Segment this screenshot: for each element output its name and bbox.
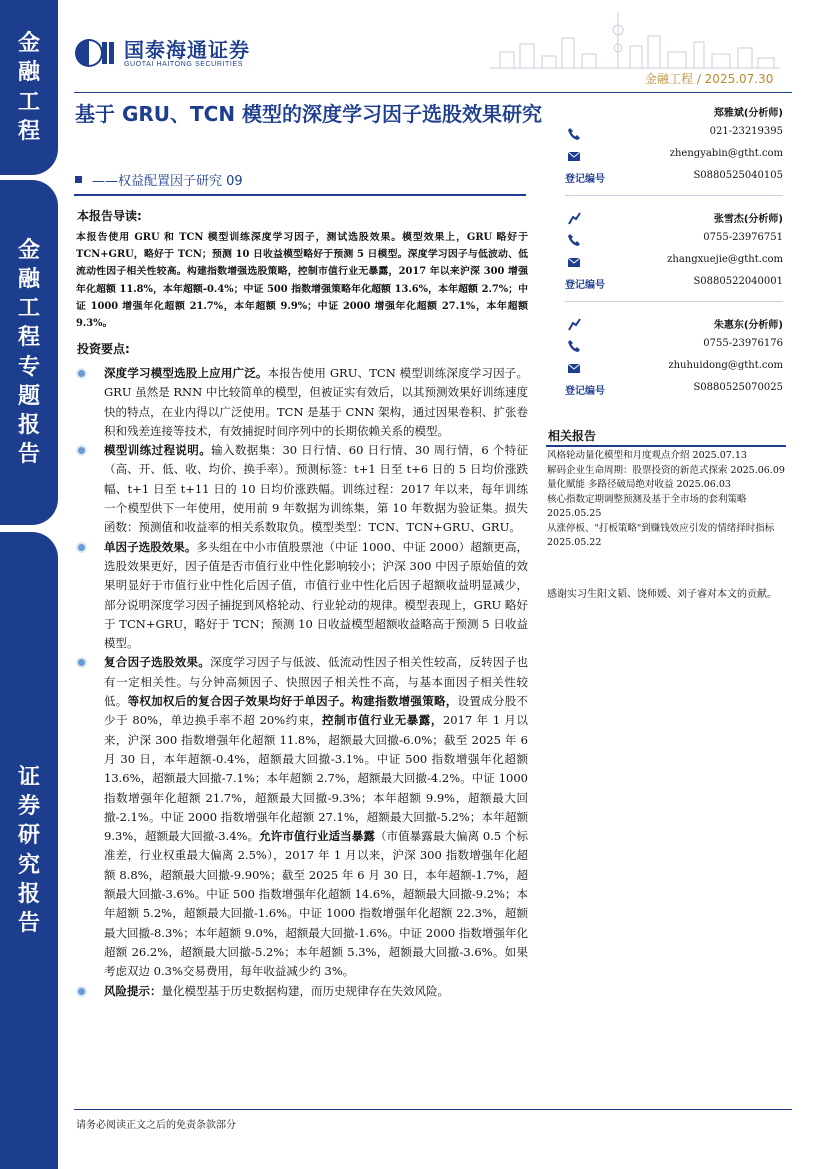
header-divider <box>74 92 792 93</box>
list-item: 单因子选股效果。多头组在中小市值股票池（中证 1000、中证 2000）超额更高，选股效果更好，因子值是否市值行业中性化影响较小；沪深 300 中因子原始值的效果明显好于市值行业中性化后因子值，市值行业中性化后因子超额收益明显减少，部分说明深度学习因子捕捉到风格轮动、行业轮动的规律。模型表现上，GRU 略好于 TCN+GRU，略好于 TCN；预测 10 日收益模型超额收益略高于预测 5 日收益模型。 <box>76 538 528 654</box>
related-reports-heading: 相关报告 <box>548 429 597 443</box>
list-item: 深度学习模型选股上应用广泛。本报告使用 GRU、TCN 模型训练深度学习因子。GRU 虽然是 RNN 中比较简单的模型，但被证实有效后，以其预测效果好训练速度快的特点，在业内得以广泛使用。TCN 是基于 CNN 架构，通过因果卷积、扩张卷积和残差连接等技术，有效捕捉时间序列中的长期依赖关系的模型。 <box>76 364 528 441</box>
analyst-name: 郑雅斌(分析师) <box>713 108 783 119</box>
sidebar-char: 金 <box>17 238 40 264</box>
sidebar-char: 金 <box>17 31 40 57</box>
phone-icon <box>567 233 581 247</box>
footer-divider <box>74 1109 792 1110</box>
investment-heading: 投资要点: <box>77 342 130 356</box>
bullet-icon <box>76 368 87 379</box>
sidebar-char: 研 <box>17 823 40 849</box>
analyst-phone: 0755-23976751 <box>703 232 783 243</box>
list-item: 模型训练过程说明。输入数据集：30 日行情、60 日行情、30 周行情，6 个特征（高、开、低、收、均价、换手率）。预测标签：t+1 日至 t+6 日的 5 日均价涨跌幅、t+1 日至 t+11 日的 10 日均价涨跌幅。训练过程：2017 年以来，每年训练一个模型供下一年使用，使用前 9 年数据为训练集，第 10 年数据为验证集。损失函数：预测值和收益率的相关系数取负。模型类型：TCN、TCN+GRU、GRU。 <box>76 441 528 537</box>
sidebar-category-label <box>0 0 58 175</box>
analyst-email[interactable]: zhengyabin@gtht.com <box>669 148 783 159</box>
sidebar-char: 程 <box>17 325 40 351</box>
email-icon <box>567 361 581 375</box>
registration-label: 登记编号 <box>565 174 605 185</box>
user-icon <box>567 211 581 225</box>
section-divider <box>74 194 526 196</box>
analyst-email[interactable]: zhuhuidong@gtht.com <box>668 360 783 371</box>
registration-label: 登记编号 <box>565 280 605 291</box>
header-category-date: 金融工程 / 2025.07.30 <box>645 72 774 86</box>
sidebar-char: 告 <box>17 441 40 467</box>
subtitle-text: ——权益配置因子研究 09 <box>92 174 243 189</box>
related-report-link[interactable]: 解码企业生命周期：股票投资的新范式探索 2025.06.09 <box>547 464 785 476</box>
analyst-phone: 021-23219395 <box>709 126 783 137</box>
bullet-icon <box>76 657 87 668</box>
bullet-icon <box>76 542 87 553</box>
report-subtitle <box>75 170 243 189</box>
related-report-link[interactable]: 风格轮动量化模型和月度观点介绍 2025.07.13 <box>547 450 747 461</box>
city-skyline-illustration <box>490 8 780 76</box>
list-item: 复合因子选股效果。深度学习因子与低波、低流动性因子相关性较高，反转因子也有一定相关性。与分钟高频因子、快照因子相关性不高，与基本面因子相关性较低。等权加权后的复合因子效果均好于单因子。构建指数增强策略，设置成分股不少于 80%，单边换手率不超 20%约束，控制市值行业无暴露，2017 年 1 月以来，沪深 300 指数增强年化超额 11.8%，超额最大回撤-6.0%；截至 2025 年 6 月 30 日，本年超额-0.4%，超额最大回撤-3.1%。中证 500 指数增强年化超额 13.6%，超额最大回撤-7.1%；本年超额 2.7%，超额最大回撤-4.2%。中证 1000 指数增强年化超额 21.7%，超额最大回撤-9.3%；本年超额 9.9%，超额最大回撤-2.1%。中证 2000 指数增强年化超额 27.1%，超额最大回撤-5.2%；本年超额 9.3%，超额最大回撤-3.4%。允许市值行业适当暴露（市值暴露最大偏离 0.5 个标准差，行业权重最大偏离 2.5%），2017 年 1 月以来，沪深 300 指数增强年化超额 8.8%，超额最大回撤-9.90%；截至 2025 年 6 月 30 日，本年超额-1.7%，超额最大回撤-3.6%。中证 500 指数增强年化超额 14.6%，超额最大回撤-9.2%；本年超额 5.2%，超额最大回撤-1.6%。中证 1000 指数增强年化超额 22.3%，超额最大回撤-8.3%；本年超额 9.0%，超额最大回撤-1.6%。中证 2000 指数增强年化超额 26.2%，超额最大回撤-5.2%；本年超额 5.3%，超额最大回撤-3.6%。如果考虑双边 0.3%交易费用，每年收益减少约 3%。 <box>76 653 528 981</box>
sidebar-research-label <box>0 532 58 1169</box>
registration-number: S0880525040105 <box>693 170 783 181</box>
report-guide-heading: 本报告导读: <box>77 209 142 223</box>
analyst-name: 张雪杰(分析师) <box>713 214 783 225</box>
user-icon <box>567 317 581 331</box>
sidebar-char: 告 <box>17 910 40 936</box>
left-sidebar <box>0 0 58 1169</box>
registration-number: S0880522040001 <box>693 276 783 287</box>
phone-icon <box>567 127 581 141</box>
sidebar-char: 报 <box>17 412 40 438</box>
sidebar-char: 程 <box>17 118 40 144</box>
sidebar-char: 工 <box>17 296 40 322</box>
analyst-email[interactable]: zhangxuejie@gtht.com <box>667 254 783 265</box>
report-guide-text: 本报告使用 GRU 和 TCN 模型训练深度学习因子，测试选股效果。模型效果上，GRU 略好于 TCN+GRU，略好于 TCN；预测 10 日收益模型略好于预测 5 日模型。深度学习因子与低波动、低流动性因子相关性较高。构建指数增强选股策略，控制市值行业无暴露，2017 年以来沪深 300 增强年化超额 11.8%，本年超额-0.4%；中证 500 指数增强策略年化超额 13.6%，本年超额 2.7%；中证 1000 增强年化超额 21.7%，本年超额 9.9%；中证 2000 增强年化超额 27.1%，本年超额 9.3%。 <box>76 232 528 330</box>
sidebar-char: 专 <box>17 354 40 380</box>
sidebar-char: 究 <box>17 852 40 878</box>
analyst-divider <box>565 301 783 302</box>
company-logo <box>74 38 250 68</box>
related-reports-list <box>547 449 787 551</box>
sidebar-char: 券 <box>17 794 40 820</box>
acknowledgement: 感谢实习生阳文韬、饶师媛、刘子睿对本文的贡献。 <box>547 589 777 600</box>
footer-disclaimer: 请务必阅读正文之后的免责条款部分 <box>76 1120 236 1131</box>
sidebar-char: 报 <box>17 881 40 907</box>
related-divider <box>546 445 786 447</box>
sidebar-char: 融 <box>17 60 40 86</box>
phone-icon <box>567 339 581 353</box>
logo-mark-icon <box>74 38 118 68</box>
list-item: 风险提示：量化模型基于历史数据构建，而历史规律存在失效风险。 <box>76 982 528 1001</box>
registration-label: 登记编号 <box>565 386 605 397</box>
analyst-name: 朱惠东(分析师) <box>713 320 783 331</box>
investment-points <box>76 364 528 1001</box>
email-icon <box>567 255 581 269</box>
logo-chinese-name: 国泰海通证券 <box>124 37 250 62</box>
bullet-icon <box>76 445 87 456</box>
sidebar-char: 证 <box>17 765 40 791</box>
sidebar-char: 工 <box>17 89 40 115</box>
sidebar-report-type-label <box>0 180 58 525</box>
sidebar-char: 题 <box>17 383 40 409</box>
registration-number: S0880525070025 <box>693 382 783 393</box>
email-icon <box>567 149 581 163</box>
related-report-link[interactable]: 核心指数定期调整预测及基于全市场的套利策略 2025.05.25 <box>547 493 747 519</box>
sidebar-char: 融 <box>17 267 40 293</box>
report-title: 基于 GRU、TCN 模型的深度学习因子选股效果研究 <box>75 102 543 126</box>
analyst-divider <box>565 195 783 196</box>
related-report-link[interactable]: 从涨停板、"打板策略"到赚钱效应引发的情绪择时指标 2025.05.22 <box>547 522 775 548</box>
analyst-phone: 0755-23976176 <box>703 338 783 349</box>
square-bullet-icon <box>75 176 82 183</box>
logo-english-name: GUOTAI HAITONG SECURITIES <box>124 60 243 68</box>
related-report-link[interactable]: 量化赋能 多路径破局绝对收益 2025.06.03 <box>547 479 731 490</box>
bullet-icon <box>76 986 87 997</box>
